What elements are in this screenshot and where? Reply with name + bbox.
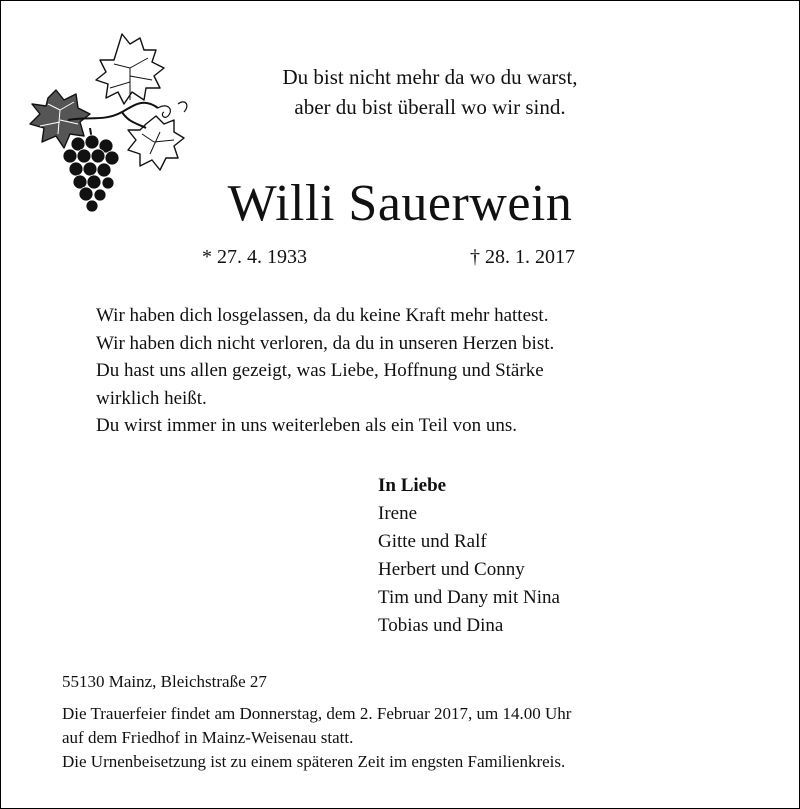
poem-line: Wir haben dich nicht verloren, da du in unseren Herzen bist. <box>96 332 555 354</box>
poem-line: Wir haben dich losgelassen, da du keine Kraft mehr hattest. <box>96 305 549 326</box>
notice-line: Die Urnenbeisetzung ist zu einem späteren Zeit im engsten Familienkreis. <box>62 752 566 771</box>
memorial-poem <box>96 302 554 440</box>
funeral-notice <box>62 702 571 774</box>
motto-line: Du bist nicht mehr da wo du warst, <box>282 65 578 89</box>
mourner-name: Tobias und Dina <box>378 615 504 636</box>
poem-line: Du wirst immer in uns weiterleben als ein Teil von uns. <box>96 415 517 436</box>
motto-line: aber du bist überall wo wir sind. <box>294 95 566 119</box>
death-date: † 28. 1. 2017 <box>470 246 575 268</box>
notice-line: auf dem Friedhof in Mainz-Weisenau statt. <box>62 728 354 747</box>
family-address: 55130 Mainz, Bleichstraße 27 <box>62 672 267 691</box>
mourner-name: Tim und Dany mit Nina <box>378 587 560 608</box>
poem-line: wirklich heißt. <box>96 387 207 409</box>
mourners-heading: In Liebe <box>378 475 447 496</box>
mourner-name: Herbert und Conny <box>378 559 525 580</box>
deceased-name: Willi Sauerwein <box>227 175 573 232</box>
birth-date: * 27. 4. 1933 <box>202 246 307 268</box>
motto-quote <box>160 62 700 122</box>
poem-line: Du hast uns allen gezeigt, was Liebe, Hoffnung und Stärke <box>96 360 544 381</box>
mourner-name: Gitte und Ralf <box>378 531 487 552</box>
mourner-name: Irene <box>378 503 418 524</box>
notice-line: Die Trauerfeier findet am Donnerstag, dem 2. Februar 2017, um 14.00 Uhr <box>62 704 572 723</box>
mourners-list <box>378 472 560 640</box>
